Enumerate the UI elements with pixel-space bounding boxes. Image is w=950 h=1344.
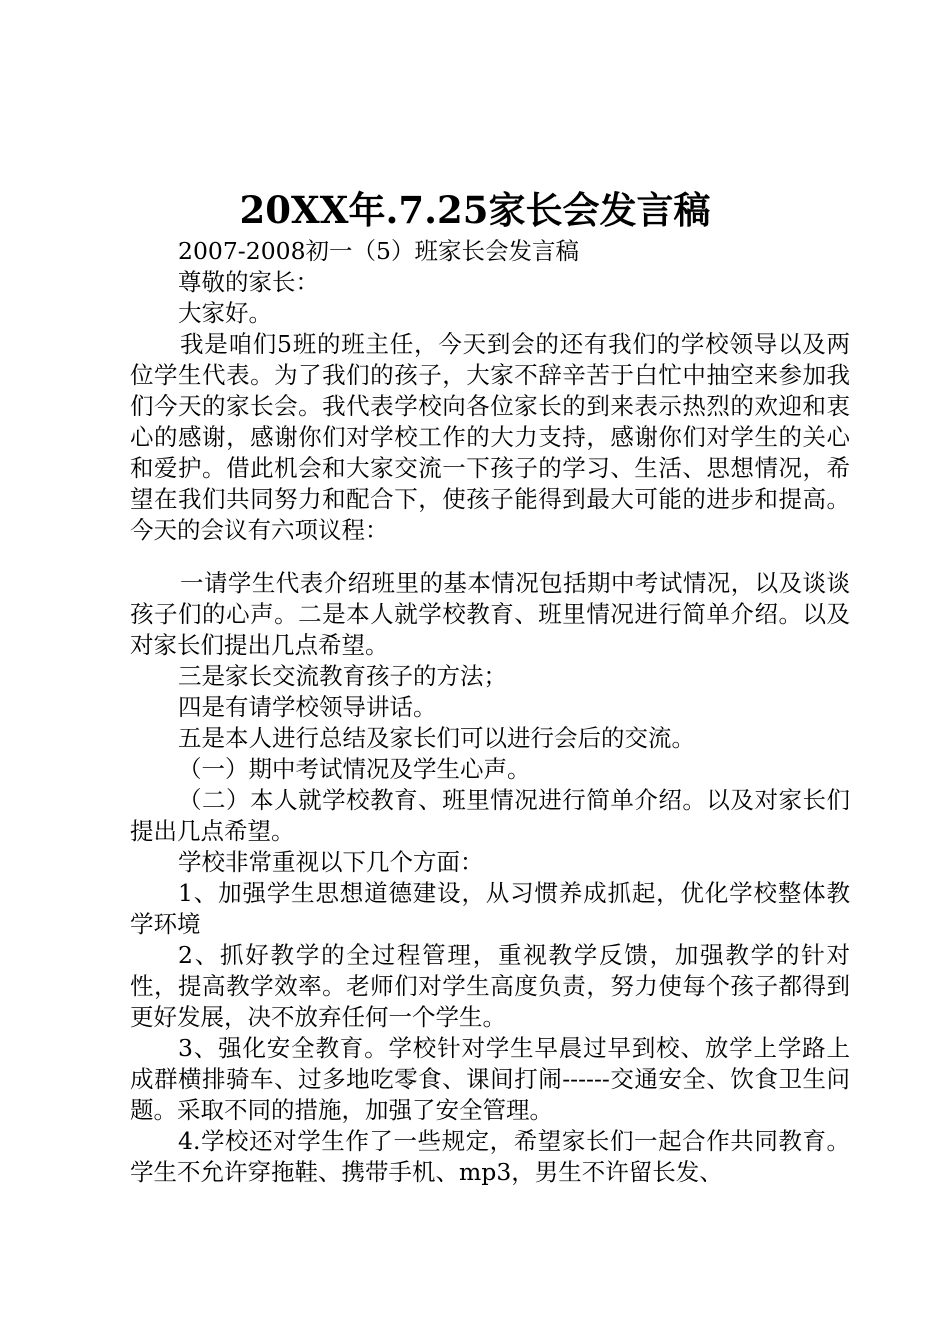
paragraph-introduction: 我是咱们5班的班主任，今天到会的还有我们的学校领导以及两位学生代表。为了我们的孩子，大家不辞辛苦于白忙中抽空来参加我们今天的家长会。我代表学校向各位家长的到来表示热烈的欢迎和衷心的感谢，感谢你们对学校工作的大力支持，感谢你们对学生的关心和爱护。借此机会和大家交流一下孩子的学习、生活、思想情况，希望在我们共同努力和配合下，使孩子能得到最大可能的进步和提高。今天的会议有六项议程： xyxy=(130,330,850,544)
paragraph-agenda-three: 三是家长交流教育孩子的方法； xyxy=(178,662,507,690)
document-body xyxy=(130,236,850,1188)
paragraph-item-1: 1、加强学生思想道德建设，从习惯养成抓起，优化学校整体教学环境 xyxy=(130,879,850,938)
paragraph-greeting: 大家好。 xyxy=(178,299,272,327)
paragraph-item-3: 3、强化安全教育。学校针对学生早晨过早到校、放学上学路上成群横排骑车、过多地吃零食、课间打闹------交通安全、饮食卫生问题。采取不同的措施，加强了安全管理。 xyxy=(130,1034,850,1124)
document-title: 20XX年.7.25家长会发言稿 xyxy=(239,188,711,232)
paragraph-section-two: （二）本人就学校教育、班里情况进行简单介绍。以及对家长们提出几点希望。 xyxy=(130,786,850,845)
paragraph-section-one: （一）期中考试情况及学生心声。 xyxy=(178,755,531,783)
paragraph-agenda-one-two: 一请学生代表介绍班里的基本情况包括期中考试情况，以及谈谈孩子们的心声。二是本人就学校教育、班里情况进行简单介绍。以及对家长们提出几点希望。 xyxy=(130,569,850,659)
paragraph-school-focus: 学校非常重视以下几个方面： xyxy=(178,848,484,876)
paragraph-class-heading: 2007-2008初一（5）班家长会发言稿 xyxy=(178,237,580,265)
paragraph-gap xyxy=(130,546,850,568)
paragraph-item-4: 4.学校还对学生作了一些规定，希望家长们一起合作共同教育。学生不允许穿拖鞋、携带手机、mp3，男生不许留长发、 xyxy=(130,1127,850,1186)
paragraph-salutation: 尊敬的家长： xyxy=(178,268,319,296)
paragraph-item-2: 2、抓好教学的全过程管理，重视教学反馈，加强教学的针对性，提高教学效率。老师们对学生高度负责，努力使每个孩子都得到更好发展，决不放弃任何一个学生。 xyxy=(130,941,850,1031)
paragraph-agenda-five: 五是本人进行总结及家长们可以进行会后的交流。 xyxy=(178,724,695,752)
paragraph-agenda-four: 四是有请学校领导讲话。 xyxy=(178,693,437,721)
